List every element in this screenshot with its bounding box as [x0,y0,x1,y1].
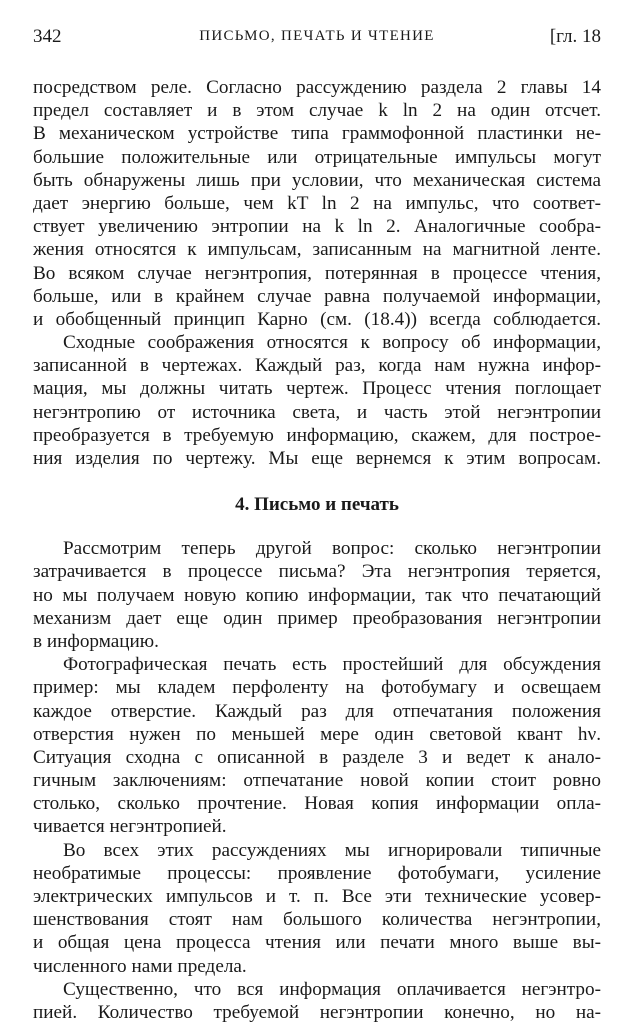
text-line: шенствования стоят нам большого количества негэнтропии, [33,909,601,931]
text-line: большие положительные или отрицательные импульсы могут [33,146,601,168]
text-line: больше, или в крайнем случае равна получаемой информации, [33,285,601,307]
paragraph [33,978,601,1024]
text-line: отверстия нужен по меньшей мере один световой квант hν. [33,723,601,745]
text-line: необратимые процессы: проявление фотобумаги, усиление [33,862,601,884]
text-line: мация, мы должны читать чертеж. Процесс чтения поглощает [33,378,601,400]
paragraph [33,839,601,978]
text-line: дает энергию больше, чем kT ln 2 на импульс, что соответ- [33,192,601,214]
text-line: электрических импульсов и т. п. Все эти технические усовер- [33,886,601,907]
text-line: ния изделия по чертежу. Мы еще вернемся к этим вопросам. [33,448,601,469]
text-line: посредством реле. Согласно рассуждению раздела 2 главы 14 [33,77,601,98]
page-body [33,76,601,1024]
text-line: механизм дает еще один пример преобразования негэнтропии [33,607,601,629]
text-line: гичным заключениям: отпечатание новой копии стоит ровно [33,770,601,792]
text-line: жения относятся к импульсам, записанным на магнитной ленте. [33,239,601,261]
text-line: затрачивается в процессе письма? Эта негэнтропия теряется, [33,561,601,583]
text-line: в информацию. [33,630,159,652]
text-line: пией. Количество требуемой негэнтропии конечно, но на- [33,1001,601,1023]
paragraph [33,653,601,839]
text-line: но мы получаем новую копию информации, так что печатающий [33,584,601,606]
text-line: Во всяком случае негэнтропия, потерянная в процессе чтения, [33,262,601,284]
text-line: Сходные соображения относятся к вопросу об информации, [63,332,601,354]
text-line: быть обнаружены лишь при условии, что механическая система [33,169,601,191]
text-line: каждое отверстие. Каждый раз для отпечатания положения [33,700,601,722]
text-line: ствует увеличению энтропии на k ln 2. Аналогичные сообра- [33,216,601,238]
running-title: ПИСЬМО, ПЕЧАТЬ И ЧТЕНИЕ [199,28,435,44]
running-head [33,26,601,56]
section-heading: 4. Письмо и печать [235,494,399,516]
page-number: 342 [33,26,62,47]
text-line: столько, сколько прочтение. Новая копия информации опла- [33,793,601,815]
text-line: пример: мы кладем перфоленту на фотобумагу и освещаем [33,677,601,699]
text-line: негэнтропию от источника света, и часть этой негэнтропии [33,401,601,423]
text-line: чивается негэнтропией. [33,816,227,838]
text-line: Существенно, что вся информация оплачивается негэнтро- [63,978,601,1000]
paragraph [33,537,601,653]
text-line: записанной в чертежах. Каждый раз, когда нам нужна инфор- [33,355,601,377]
chapter-marker: [гл. 18 [549,26,601,47]
text-line: преобразуется в требуемую информацию, скажем, для построе- [33,424,601,446]
text-line: предел составляет и в этом случае k ln 2 на один отсчет. [33,100,601,122]
text-line: Фотографическая печать есть простейший для обсуждения [63,654,601,676]
text-line: и обобщенный принцип Карно (см. (18.4)) всегда соблюдается. [33,308,601,330]
text-line: численного нами предела. [33,955,247,977]
text-line: Ситуация сходна с описанной в разделе 3 и ведет к анало- [33,746,601,768]
text-line: и общая цена процесса чтения или печати много выше вы- [33,932,601,954]
text-line: В механическом устройстве типа граммофонной пластинки не- [33,123,601,145]
paragraph [33,76,601,331]
paragraph [33,331,601,470]
text-line: Во всех этих рассуждениях мы игнорировали типичные [63,839,601,861]
text-line: Рассмотрим теперь другой вопрос: сколько негэнтропии [63,538,601,560]
